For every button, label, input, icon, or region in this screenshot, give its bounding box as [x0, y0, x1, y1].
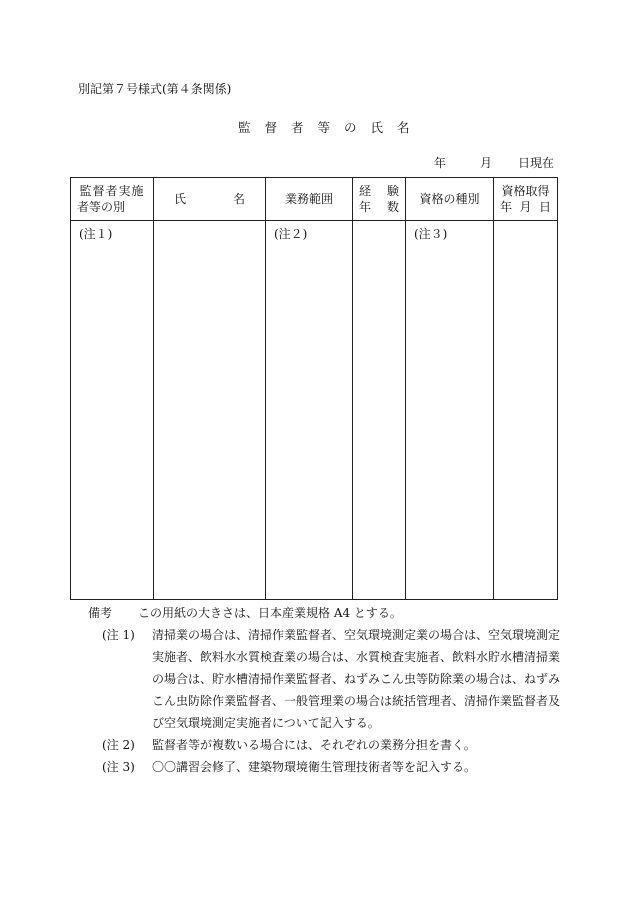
note-3 — [88, 756, 568, 778]
note-2 — [88, 734, 568, 756]
header-name-2: 名 — [232, 192, 245, 206]
note-2-text: 監督者等が複数いる場合には、それぞれの業務分担を書く。 — [152, 738, 476, 752]
cell-business-scope[interactable]: (注２) — [266, 221, 353, 600]
header-supervisor-type-line1: 監督者実施 — [79, 184, 145, 198]
header-qualification-date — [494, 178, 558, 221]
remarks-text: この用紙の大きさは、日本産業規格 A4 とする。 — [138, 606, 402, 620]
header-qualdate-line1: 資格取得 — [501, 184, 550, 198]
header-business-scope: 業務範囲 — [266, 178, 353, 221]
header-qualification-type: 資格の種別 — [406, 178, 494, 221]
remarks-section — [88, 602, 568, 778]
header-exp-3: 年 — [359, 200, 372, 214]
cell-qualification-date[interactable] — [494, 221, 558, 600]
note-1-text: 清掃業の場合は、清掃作業監督者、空気環境測定業の場合は、空気環境測定実施者、飲料水水質検査業の場合は、水質検査実施者、飲料水貯水槽清掃業の場合は、貯水槽清掃作業監督者、ねずみこん虫等防除業の場合は、ねずみこん虫防除作業監督者、一般管理業の場合は統括管理者、清掃作業監督者及び空気環境測定実施者について記入する。 — [152, 628, 561, 730]
header-experience-years — [353, 178, 406, 221]
header-qualdate-day: 日 — [538, 200, 551, 214]
header-exp-2: 験 — [386, 184, 399, 198]
date-day: 日現在 — [518, 156, 555, 170]
cell-supervisor-type[interactable]: (注１) — [71, 221, 154, 600]
table-header-row — [71, 178, 558, 221]
supervisor-table — [70, 177, 558, 600]
cell-experience-years[interactable] — [353, 221, 406, 600]
header-supervisor-type-line2: 者等の別 — [77, 200, 126, 214]
header-qualdate-year: 年 — [500, 200, 513, 214]
note-1-label: (注 1) — [102, 628, 135, 642]
cell-qualification-type[interactable]: (注３) — [406, 221, 494, 600]
remarks-row — [88, 602, 568, 624]
date-year: 年 — [434, 156, 447, 170]
cell-name[interactable] — [154, 221, 266, 600]
remarks-label: 備考 — [88, 606, 113, 620]
note-2-label: (注 2) — [102, 738, 135, 752]
note-3-text: 〇〇講習会修了、建築物環境衛生管理技術者等を記入する。 — [152, 760, 477, 774]
header-qualdate-month: 月 — [519, 200, 532, 214]
date-line — [434, 154, 554, 171]
header-name — [154, 178, 266, 221]
header-exp-4: 数 — [386, 200, 399, 214]
form-number: 別記第７号様式(第４条関係) — [78, 82, 232, 96]
note-3-label: (注 3) — [102, 760, 135, 774]
document-title: 監督者等の氏名 — [238, 120, 424, 135]
date-month: 月 — [480, 156, 493, 170]
note-1 — [88, 624, 568, 734]
table-body-row — [71, 221, 558, 600]
header-name-1: 氏 — [174, 192, 187, 206]
header-supervisor-type — [71, 178, 154, 221]
header-exp-1: 経 — [359, 184, 372, 198]
